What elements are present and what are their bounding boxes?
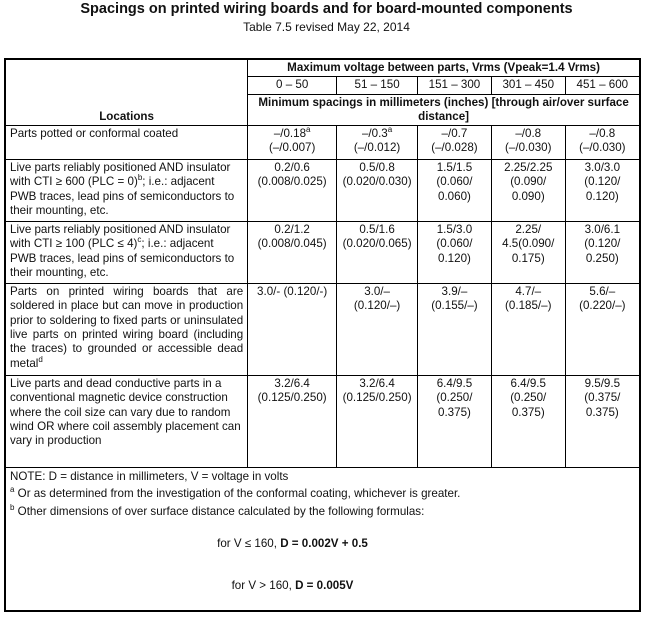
- location-cell: Parts on printed wiring boards that are soldered in place but can move in production prior to soldering to fixed parts or uninsulated live parts on printed wiring board (including the traces) to grounded or accessible dead metal$^d$: [5, 284, 248, 376]
- range-header: 451 – 600: [565, 77, 640, 94]
- value-cell: 1.5/3.0 (0.060/ 0.120): [418, 222, 492, 284]
- value-cell: 3.0/- (0.120/-): [248, 284, 337, 376]
- value-cell: –/0.8 (–/0.030): [491, 126, 565, 160]
- table-row: [5, 376, 640, 468]
- value-cell: 5.6/– (0.220/–): [565, 284, 640, 376]
- spacing-header: Minimum spacings in millimeters (inches) [through air/over surface distance]: [248, 94, 640, 126]
- range-header: 151 – 300: [418, 77, 492, 94]
- notes-cell: [5, 468, 640, 611]
- table-row: [5, 126, 640, 160]
- value-cell: 2.25/2.25 (0.090/ 0.090): [491, 160, 565, 222]
- range-header: 0 – 50: [248, 77, 337, 94]
- value-cell: 0.5/1.6 (0.020/0.065): [337, 222, 418, 284]
- value-cell: 3.2/6.4 (0.125/0.250): [248, 376, 337, 468]
- range-header: 51 – 150: [337, 77, 418, 94]
- value-cell: 3.0/6.1 (0.120/ 0.250): [565, 222, 640, 284]
- value-cell: –/0.7 (–/0.028): [418, 126, 492, 160]
- value-cell: 4.7/– (0.185/–): [491, 284, 565, 376]
- location-cell: Live parts and dead conductive parts in a conventional magnetic device construction where the coil size can vary due to random wind OR where coil assembly placement can vary in production: [5, 376, 248, 468]
- formula-low-voltage: for V ≤ 160, D = 0.002V + 0.5: [217, 537, 368, 551]
- value-cell: 9.5/9.5 (0.375/ 0.375): [565, 376, 640, 468]
- value-cell: 3.9/– (0.155/–): [418, 284, 492, 376]
- spacings-table: [4, 58, 641, 612]
- value-cell: –/0.18$^a$ (–/0.007): [248, 126, 337, 160]
- value-cell: 3.0/3.0 (0.120/ 0.120): [565, 160, 640, 222]
- footnote-a: $^a$ Or as determined from the investigation of the conformal coating, whichever is greater.: [10, 485, 461, 501]
- page-title: Spacings on printed wiring boards and for board-mounted components: [80, 1, 573, 17]
- notes-row: [5, 468, 640, 611]
- value-cell: 1.5/1.5 (0.060/ 0.060): [418, 160, 492, 222]
- value-cell: 0.2/0.6 (0.008/0.025): [248, 160, 337, 222]
- value-cell: –/0.8 (–/0.030): [565, 126, 640, 160]
- value-cell: 2.25/ 4.5(0.090/ 0.175): [491, 222, 565, 284]
- value-cell: 3.2/6.4 (0.125/0.250): [337, 376, 418, 468]
- value-cell: 3.0/– (0.120/–): [337, 284, 418, 376]
- value-cell: 0.5/0.8 (0.020/0.030): [337, 160, 418, 222]
- table-row: [5, 222, 640, 284]
- range-header: 301 – 450: [491, 77, 565, 94]
- table-subtitle: Table 7.5 revised May 22, 2014: [243, 20, 410, 34]
- location-cell: Live parts reliably positioned AND insulator with CTI ≥ 100 (PLC ≤ 4)$^c$; i.e.: adjacent PWB traces, lead pins of semiconductors to their mounting, etc.: [5, 222, 248, 284]
- location-cell: Live parts reliably positioned AND insulator with CTI ≥ 600 (PLC = 0)$^b$; i.e.: adjacent PWB traces, lead pins of semiconductors to their mounting, etc.: [5, 160, 248, 222]
- locations-header: Locations: [5, 59, 248, 126]
- voltage-header: Maximum voltage between parts, Vrms (Vpeak=1.4 Vrms): [248, 59, 640, 77]
- footnote-b: $^b$ Other dimensions of over surface distance calculated by the following formulas:: [10, 502, 425, 518]
- value-cell: 6.4/9.5 (0.250/ 0.375): [418, 376, 492, 468]
- location-cell: Parts potted or conformal coated: [5, 126, 248, 160]
- formula-high-voltage: for V > 160, D = 0.005V: [231, 579, 354, 593]
- value-cell: 6.4/9.5 (0.250/ 0.375): [491, 376, 565, 468]
- note-text: NOTE: D = distance in millimeters, V = voltage in volts: [10, 470, 289, 484]
- value-cell: 0.2/1.2 (0.008/0.045): [248, 222, 337, 284]
- table-row: [5, 284, 640, 376]
- value-cell: –/0.3$^a$ (–/0.012): [337, 126, 418, 160]
- table-row: [5, 160, 640, 222]
